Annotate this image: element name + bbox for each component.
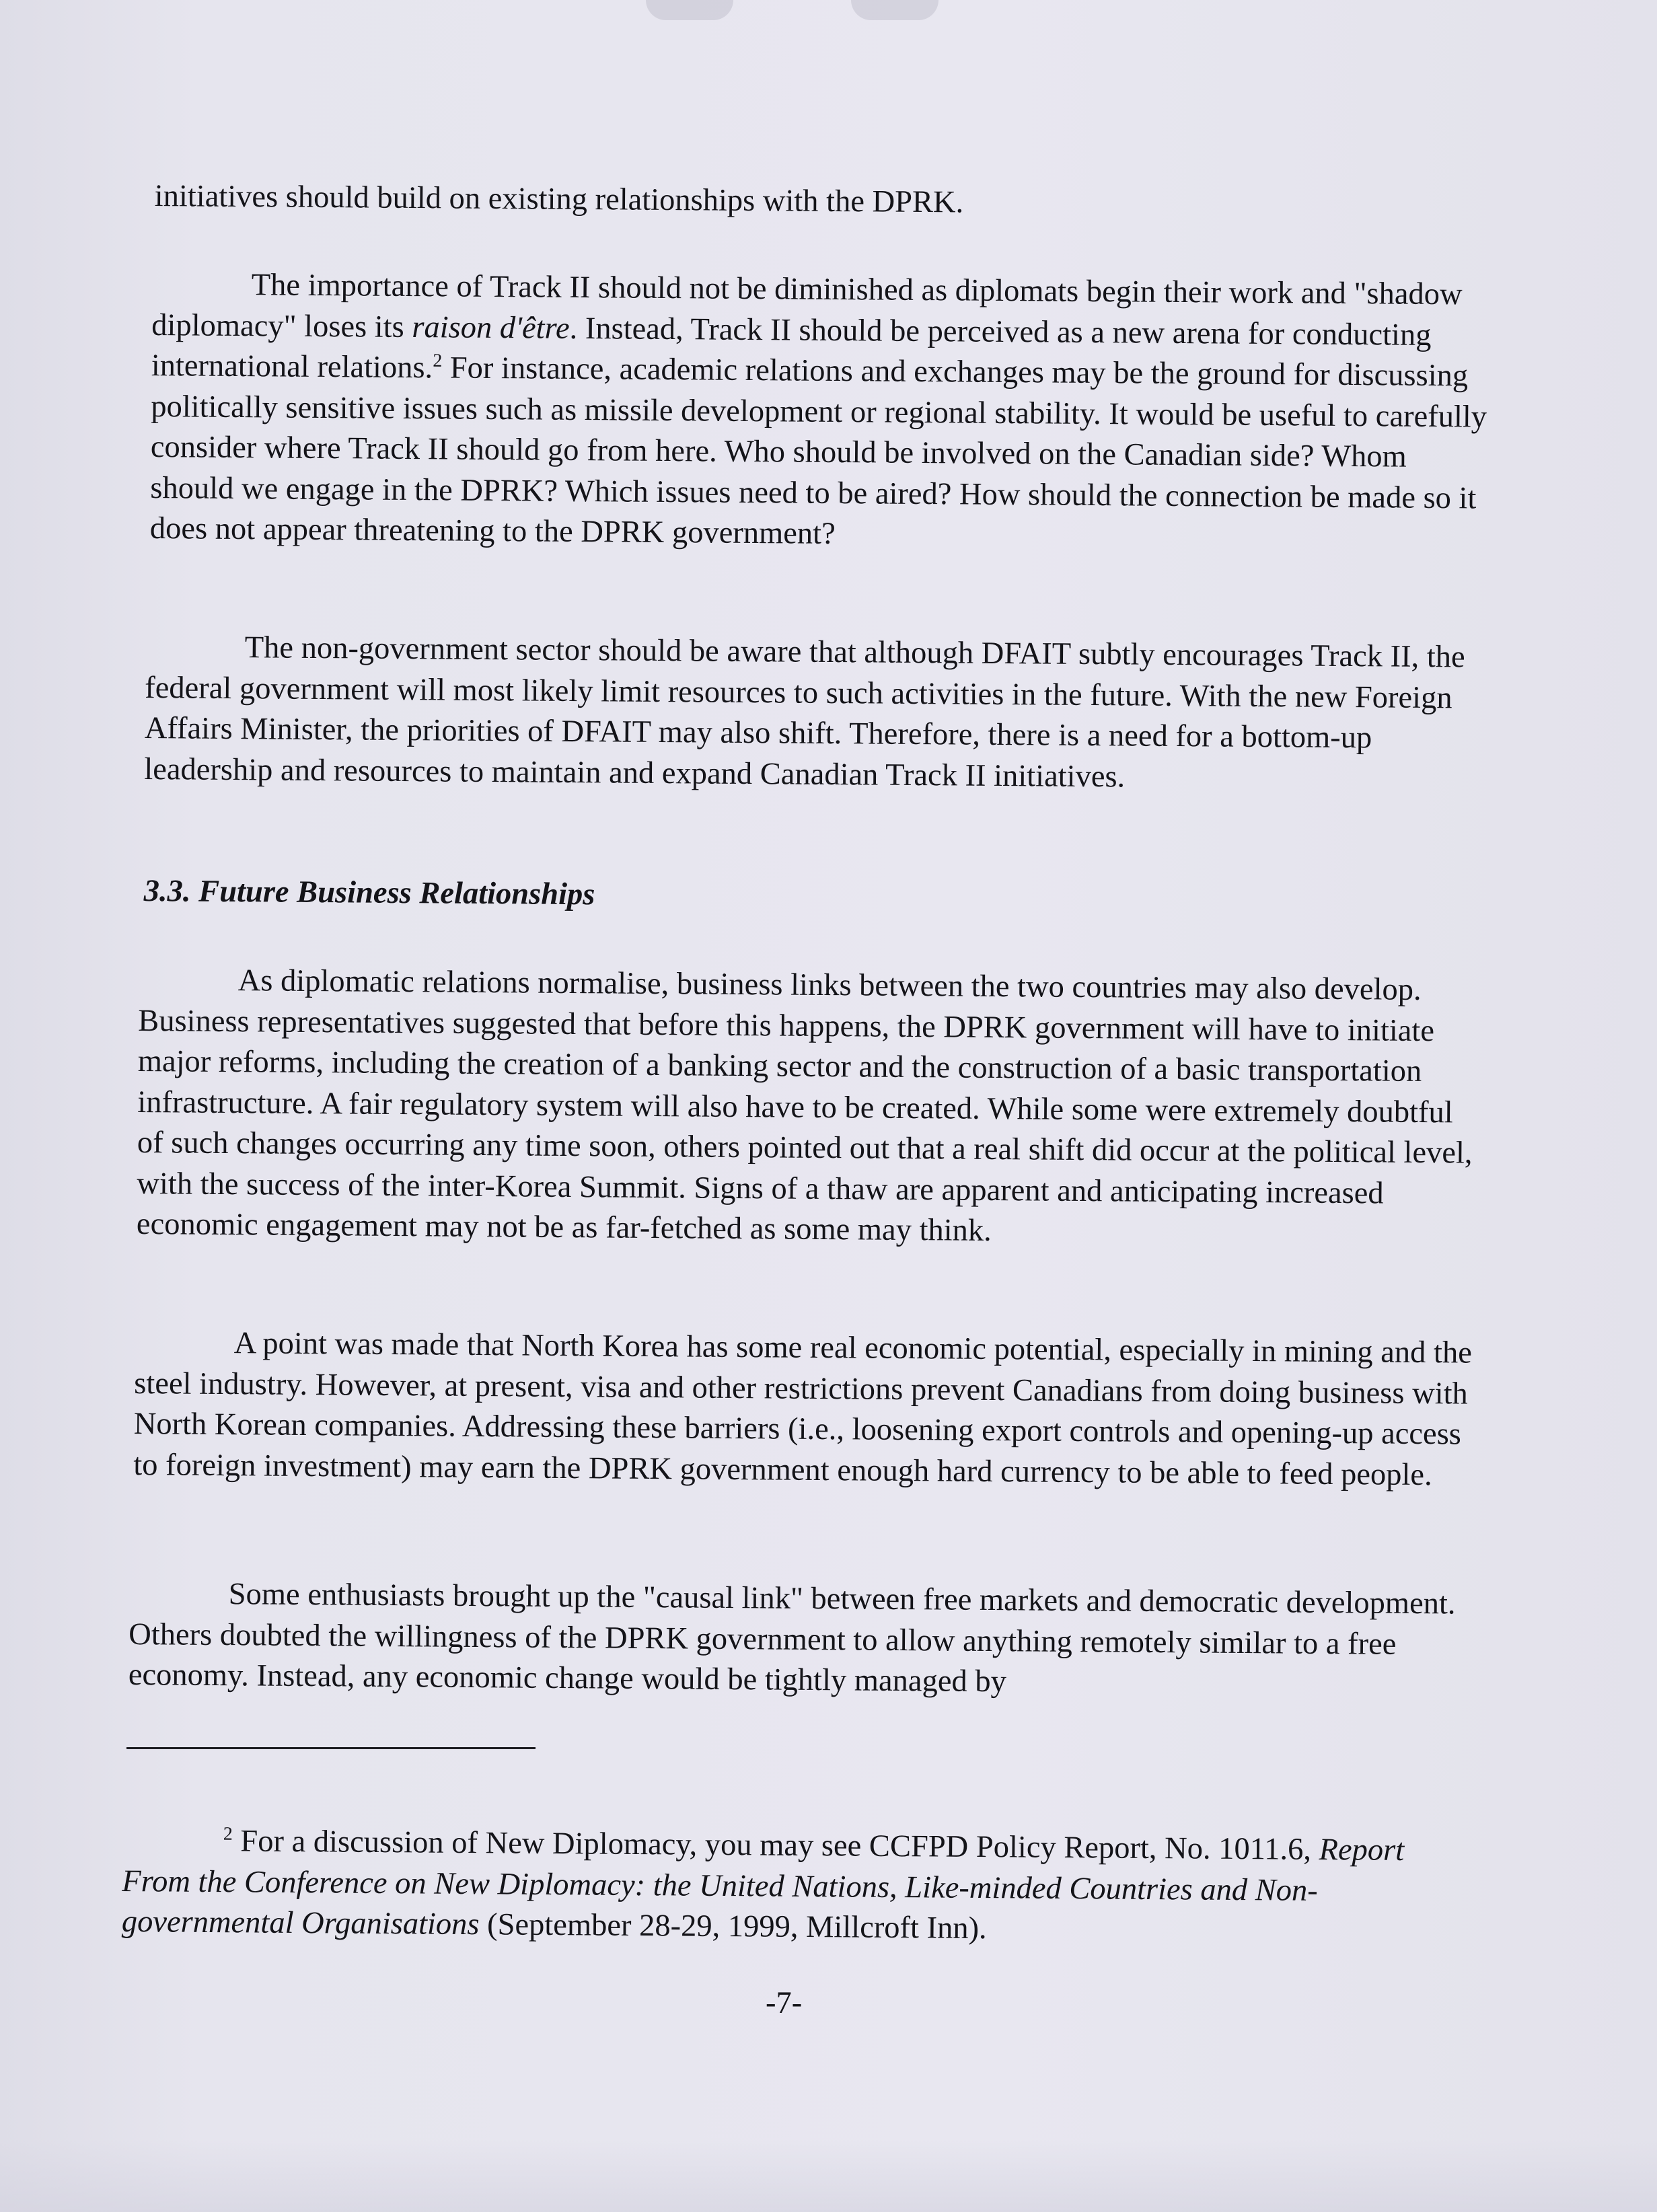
paragraph-business-links xyxy=(137,960,1477,1255)
paragraph-text: . Instead, Track II should be perceived as a new arena for conducting international relations. xyxy=(151,311,1432,385)
bleed-through-mark xyxy=(646,0,733,20)
paragraph-economic-potential xyxy=(133,1323,1473,1496)
paragraph-text: As diplomatic relations normalise, business links between the two countries may also develop. Business representatives suggested that before this happens, the DPRK government will have to initiate major reforms, including the creation of a banking sector and the construction of a basic transportation infrastructure. A fair regulatory system will also have to be created. While some were extremely doubtful of such changes occurring any time soon, others pointed out that a real shift did occur at the political level, with the success of the inter-Korea Summit. Signs of a thaw are apparent and anticipating increased economic engagement may not be as far-fetched as some may think. xyxy=(136,963,1473,1248)
paragraph-track-ii-importance xyxy=(150,264,1491,560)
paragraph-text: A point was made that North Korea has some real economic potential, especially in mining and the steel industry. However, at present, visa and other restrictions prevent Canadians from doing business with North Korean companies. Addressing these barriers (i.e., loosening export controls and opening-up access to foreign investment) may earn the DPRK government enough hard currency to be able to feed people. xyxy=(133,1326,1473,1492)
paragraph-text: Some enthusiasts brought up the "causal link" between free markets and democratic development. Others doubted the willingness of the DPRK government to allow anything remotely similar to a free economy. Instead, any economic change would be tightly managed by xyxy=(128,1577,1456,1699)
bleed-through-mark xyxy=(851,0,938,20)
paragraph-text: The importance of Track II should not be diminished as diplomats begin their work and "shadow diplomacy" loses its xyxy=(151,268,1463,344)
section-heading: 3.3. Future Business Relationships xyxy=(143,874,595,912)
footnote xyxy=(122,1820,1468,1953)
footnote-divider xyxy=(126,1747,536,1749)
page-shadow xyxy=(0,2139,1657,2212)
paragraph-text: The non-government sector should be aware that although DFAIT subtly encourages Track II, the federal government will most likely limit resources to such activities in the future. With the new Foreign Affairs Minister, the priorities of DFAIT may also shift. Therefore, there is a need for a bottom-up leadership and resources to maintain and expand Canadian Track II initiatives. xyxy=(144,630,1465,794)
page-number: -7- xyxy=(766,1986,803,2020)
paragraph-text: For instance, academic relations and exchanges may be the ground for discussing politically sensitive issues such as missile development or regional stability. It would be useful to carefully consider where Track II should go from here. Who should be involved on the Canadian side? Whom should we engage in the DPRK? Which issues need to be aired? How should the connection be made so it does not appear threatening to the DPRK government? xyxy=(149,351,1487,551)
paragraph-non-government-sector xyxy=(144,627,1484,801)
footnote-number: 2 xyxy=(223,1823,233,1845)
paragraph-continuation xyxy=(155,176,1494,227)
paragraph-text: initiatives should build on existing relationships with the DPRK. xyxy=(154,178,964,220)
footnote-reference: 2 xyxy=(433,350,443,371)
footnote-title: Report From the Conference on New Diplomacy: the United Nations, Like-minded Countries and Non-governmental Organisations xyxy=(121,1832,1405,1942)
paragraph-causal-link xyxy=(128,1574,1468,1706)
footnote-text: For a discussion of New Diplomacy, you may see CCFPD Policy Report, No. 1011.6, xyxy=(232,1824,1319,1867)
footnote-text: (September 28-29, 1999, Millcroft Inn). xyxy=(479,1907,987,1946)
italic-phrase: raison d'être xyxy=(412,309,570,346)
